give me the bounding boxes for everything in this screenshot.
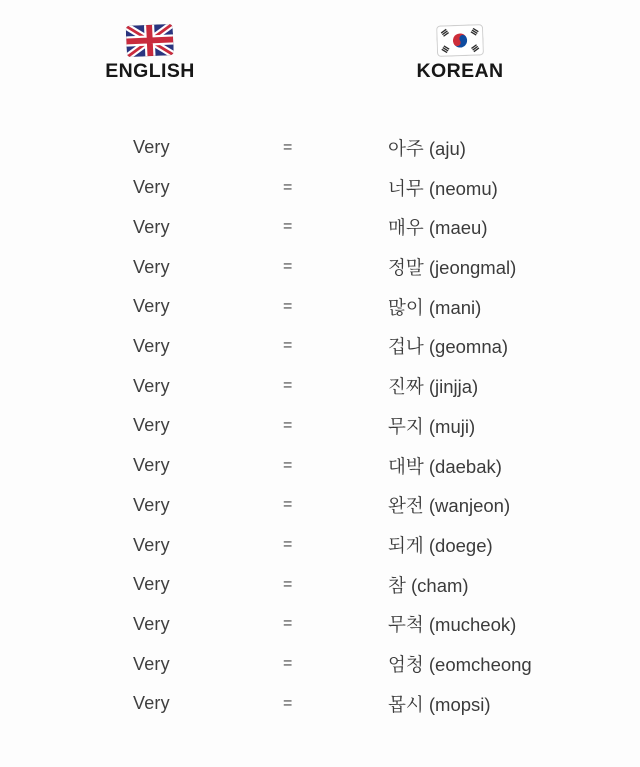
korean-word: 겁나 (geomna) (388, 336, 509, 358)
korean-word: 몹시 (mopsi) (388, 693, 491, 715)
equals-sign: = (283, 138, 293, 156)
equals-sign: = (283, 416, 293, 434)
english-word: Very (133, 574, 170, 595)
english-word: Very (133, 137, 170, 158)
table-row (133, 565, 640, 605)
korean-word: 되게 (doege) (388, 535, 493, 557)
korean-word: 매우 (maeu) (388, 217, 488, 239)
korean-word: 무지 (muji) (388, 415, 476, 437)
english-word: Very (133, 375, 170, 396)
korean-column-header (417, 24, 504, 82)
korean-word: 아주 (aju) (388, 137, 466, 159)
equals-sign: = (283, 456, 293, 474)
equals-sign: = (283, 655, 293, 673)
translation-table (0, 128, 640, 724)
korean-word: 진짜 (jinjja) (388, 376, 479, 398)
korean-word: 엄청 (eomcheong (388, 654, 532, 676)
table-row (133, 644, 640, 684)
english-word: Very (133, 653, 170, 674)
equals-sign: = (283, 694, 293, 712)
equals-sign: = (283, 575, 293, 593)
english-word: Very (133, 693, 170, 714)
table-row (133, 446, 640, 486)
english-word: Very (133, 534, 170, 555)
english-word: Very (133, 256, 170, 277)
korean-word: 무척 (mucheok) (388, 614, 517, 636)
english-column-label: ENGLISH (105, 60, 195, 82)
table-row (133, 485, 640, 525)
english-word: Very (133, 455, 170, 476)
equals-sign: = (283, 337, 293, 355)
equals-sign: = (283, 297, 293, 315)
english-word: Very (133, 335, 170, 356)
korean-word: 많이 (mani) (388, 296, 482, 318)
korean-word: 너무 (neomu) (388, 177, 498, 199)
english-word: Very (133, 494, 170, 515)
korean-word: 대박 (daebak) (388, 455, 502, 477)
equals-sign: = (283, 258, 293, 276)
table-row (133, 207, 640, 247)
equals-sign: = (283, 178, 293, 196)
uk-flag-icon (126, 23, 174, 58)
table-row (133, 366, 640, 406)
english-word: Very (133, 296, 170, 317)
equals-sign: = (283, 615, 293, 633)
korean-word: 참 (cham) (388, 574, 469, 596)
english-word: Very (133, 177, 170, 198)
english-column-header (105, 24, 194, 82)
equals-sign: = (283, 496, 293, 514)
table-row (133, 128, 640, 168)
equals-sign: = (283, 377, 293, 395)
english-word: Very (133, 415, 170, 436)
table-row (133, 525, 640, 565)
english-word: Very (133, 613, 170, 634)
table-row (133, 247, 640, 287)
table-row (133, 605, 640, 645)
korean-column-label: KOREAN (416, 60, 504, 82)
english-word: Very (133, 216, 170, 237)
korean-word: 완전 (wanjeon) (388, 495, 511, 517)
table-row (133, 684, 640, 724)
equals-sign: = (283, 536, 293, 554)
korean-word: 정말 (jeongmal) (388, 257, 517, 279)
equals-sign: = (283, 218, 293, 236)
table-row (133, 287, 640, 327)
table-row (133, 327, 640, 367)
table-row (133, 168, 640, 208)
table-row (133, 406, 640, 446)
south-korea-flag-icon (436, 23, 484, 58)
